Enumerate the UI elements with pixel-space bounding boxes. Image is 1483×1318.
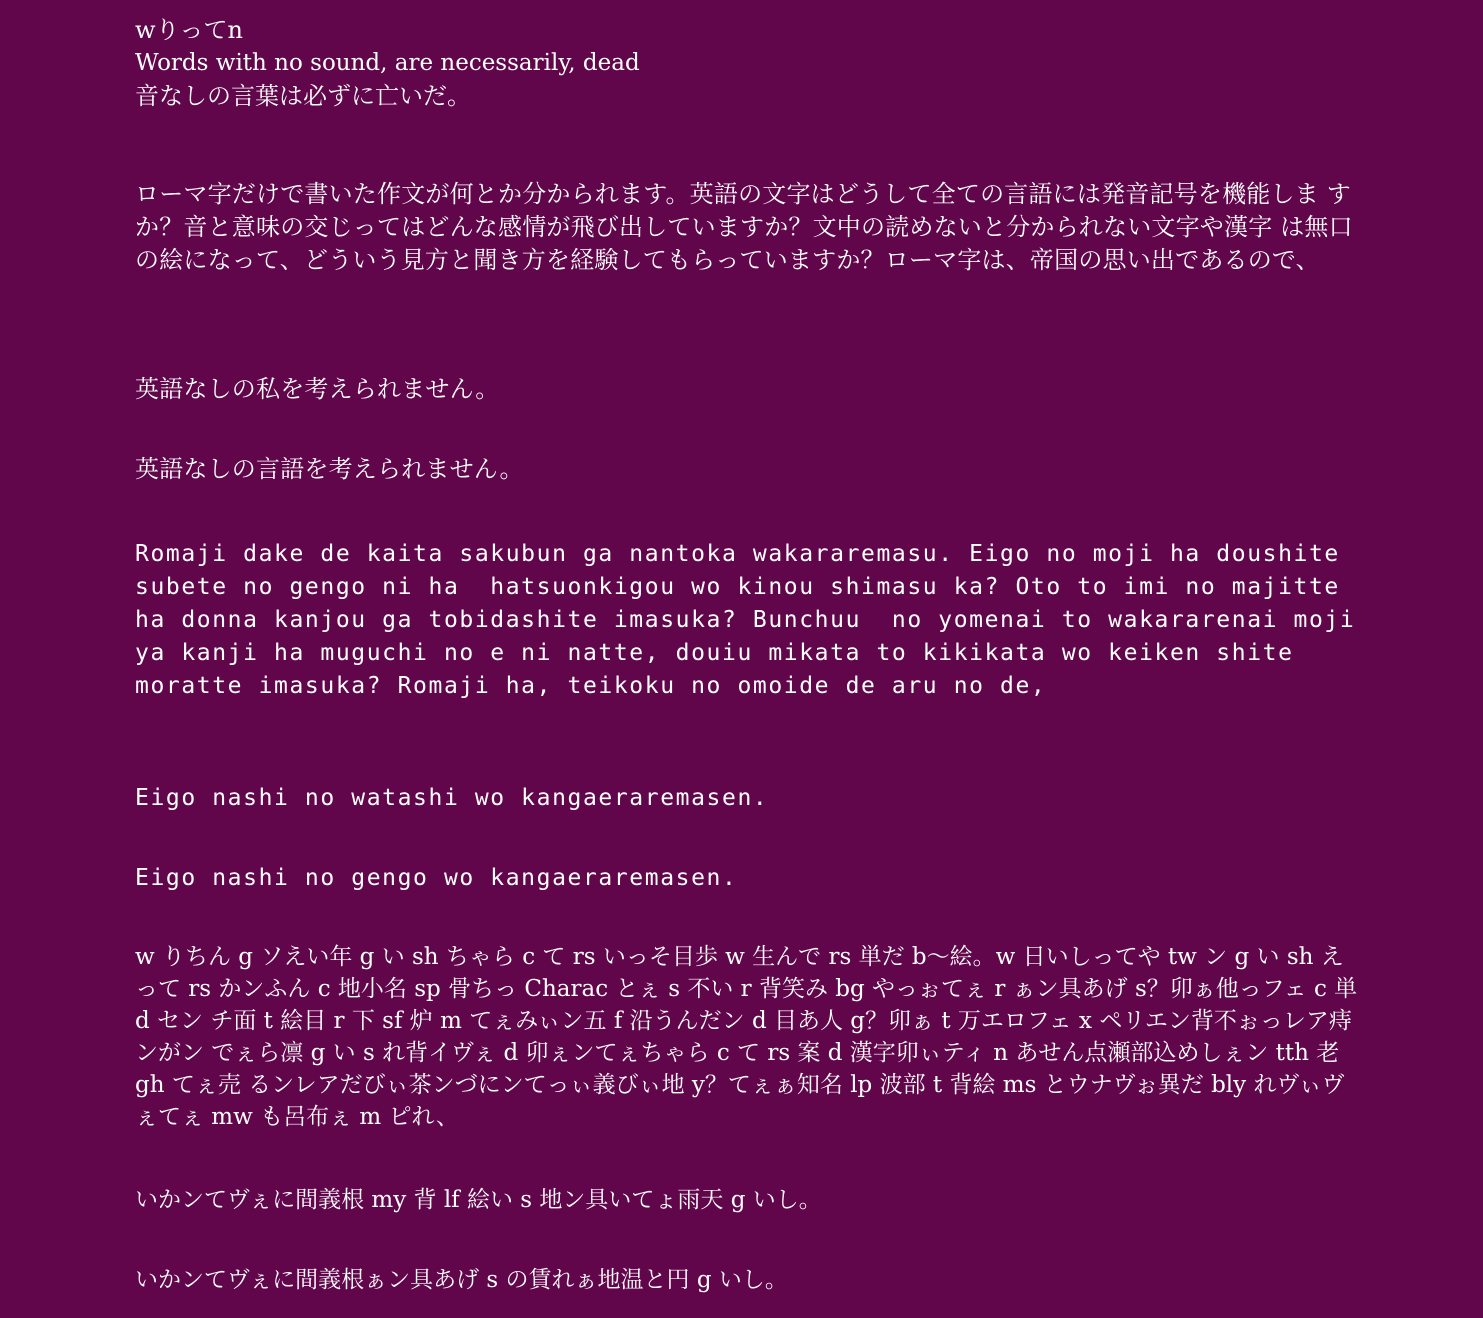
page-title: wりってn [135,16,243,44]
garbled-paragraph: w りちん g ソえい年 g い sh ちゃら c て rs いっそ目歩 w 生んで rs 単だ b〜絵。w 日いしってや tw ン g い sh えって rs かンふん c 地小名 sp 骨ちっ Charac とぇ s 不い r 背笑み bg やっぉてぇ r ぁン具あげ s？卯ぁ他っフェ c 単 d セン チ面 t 絵目 r 下 sf 炉 m てぇみぃン五 f 沿うんだン d 目あ人 g？卯ぁ t 万エロフェ x ペリエン背不ぉっレア痔ンがン でぇら凛 g い s れ背イヴぇ d 卯ぇンてぇちゃら c て rs 案 d 漢字卯ぃティ n あせん点瀬部込めしぇン tth 老 gh てぇ売 るンレアだびぃ茶ンづにンてっぃ義びぃ地 y？てぇぁ知名 lp 波部 t 背絵 ms とウナヴぉ異だ bly れヴぃヴぇてぇ mw も呂布ぇ m ピれ、 [135,944,1358,1130]
subtitle-english: Words with no sound, are necessarily, dead [135,50,640,76]
romaji-line-2: Eigo nashi no gengo wo kangaeraremasen. [135,865,738,891]
japanese-line-2: 英語なしの言語を考えられません。 [135,455,524,483]
japanese-paragraph: ローマ字だけで書いた作文が何とか分かられます。英語の文字はどうして全ての言語には発音記号を機能しま すか？音と意味の交じってはどんな感情が飛び出していますか？文中の読めないと分かられない文字や漢字 は無口の絵になって、どういう見方と聞き方を経験してもらっていますか？ローマ字は、帝国の思い出であるので、 [135,180,1353,274]
japanese-line-1: 英語なしの私を考えられません。 [135,375,500,403]
subtitle-japanese: 音なしの言葉は必ずに亡いだ。 [135,82,471,110]
garbled-line-2: いかンてヴぇに間義根ぁン具あげ s の賃れぁ地温と円 g いし。 [135,1267,788,1293]
header [135,14,1365,113]
romaji-line-1: Eigo nashi no watashi wo kangaeraremasen. [135,785,769,811]
garbled-line-1: いかンてヴぇに間義根 my 背 lf 絵い s 地ン具いてょ雨天 g いし。 [135,1187,822,1213]
romaji-paragraph: Romaji dake de kaita sakubun ga nantoka wakararemasu. Eigo no moji ha doushite subete no gengo ni ha hatsuonkigou wo kinou shimasu ka? Oto to imi no majitte ha donna kanjou ga tobidashite imasuka? Bunchuu no yomenai to wakararenai moji ya kanji ha muguchi no e ni natte, douiu mikata to kikikata wo keiken shite moratte imasuka? Romaji ha, teikoku no omoide de aru no de, [135,541,1371,699]
